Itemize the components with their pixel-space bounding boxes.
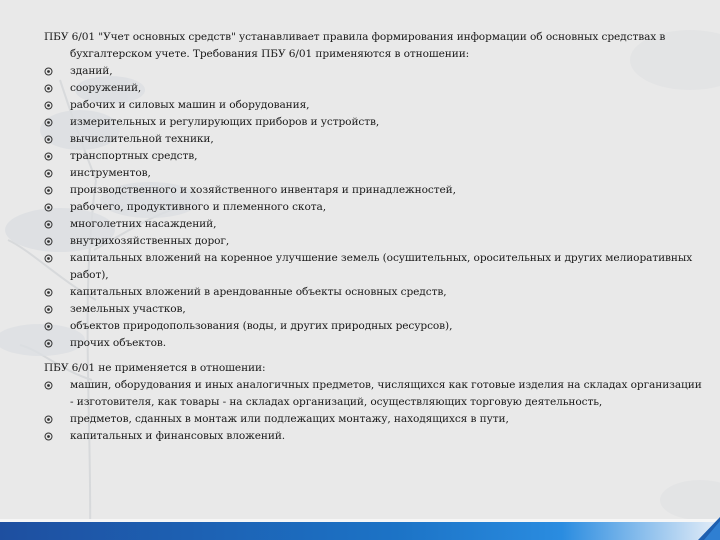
circle-outline-bullet-icon [44, 118, 53, 127]
circle-outline-bullet-icon [44, 67, 53, 76]
list-item [44, 233, 704, 250]
list-item [44, 182, 704, 199]
circle-outline-bullet-icon [44, 322, 53, 331]
list-item-text: капитальных вложений в арендованные объекты основных средств, [70, 286, 447, 298]
circle-outline-bullet-icon [44, 288, 53, 297]
list-item-text: внутрихозяйственных дорог, [70, 235, 230, 247]
circle-outline-bullet-icon [44, 305, 53, 314]
list-item-text: земельных участков, [70, 303, 186, 315]
circle-outline-bullet-icon [44, 203, 53, 212]
list-item [44, 63, 704, 80]
list-item [44, 318, 704, 335]
list-item-text: капитальных вложений на коренное улучшение земель (осушительных, оросительных и других мелиоративных работ), [70, 252, 693, 281]
list-item [44, 335, 704, 352]
section-gap [44, 352, 704, 360]
circle-outline-bullet-icon [44, 220, 53, 229]
list-item [44, 301, 704, 318]
list-item-text: рабочего, продуктивного и племенного скота, [70, 201, 326, 213]
list-item [44, 377, 704, 411]
circle-outline-bullet-icon [44, 135, 53, 144]
list-item-text: многолетних насаждений, [70, 218, 217, 230]
intro-paragraph: ПБУ 6/01 "Учет основных средств" устанавливает правила формирования информации об основных средствах в бухгалтерском учете. Требования ПБУ 6/01 применяются в отношении: [44, 31, 666, 60]
list-item-text: измерительных и регулирующих приборов и устройств, [70, 116, 380, 128]
list-item [44, 428, 704, 445]
list-item [44, 250, 704, 284]
list-item [44, 165, 704, 182]
circle-outline-bullet-icon [44, 152, 53, 161]
circle-outline-bullet-icon [44, 415, 53, 424]
list-item [44, 131, 704, 148]
list-item [44, 97, 704, 114]
circle-outline-bullet-icon [44, 381, 53, 390]
list-item [44, 80, 704, 97]
circle-outline-bullet-icon [44, 432, 53, 441]
not-applies-list [44, 377, 704, 445]
applies-list [44, 63, 704, 352]
list-item [44, 284, 704, 301]
list-item [44, 411, 704, 428]
circle-outline-bullet-icon [44, 169, 53, 178]
list-item-text: предметов, сданных в монтаж или подлежащих монтажу, находящихся в пути, [70, 413, 509, 425]
bottom-accent-bar [0, 522, 720, 540]
list-item-text: производственного и хозяйственного инвентаря и принадлежностей, [70, 184, 456, 196]
list-item-text: капитальных и финансовых вложений. [70, 430, 286, 442]
corner-arrow-icon [694, 517, 720, 540]
list-item-text: инструментов, [70, 167, 151, 179]
list-item [44, 216, 704, 233]
circle-outline-bullet-icon [44, 186, 53, 195]
circle-outline-bullet-icon [44, 237, 53, 246]
list-item-text: объектов природопользования (воды, и других природных ресурсов), [70, 320, 453, 332]
list-item-text: транспортных средств, [70, 150, 198, 162]
list-item-text: сооружений, [70, 82, 142, 94]
list-item [44, 148, 704, 165]
list-item-text: прочих объектов. [70, 337, 166, 349]
circle-outline-bullet-icon [44, 101, 53, 110]
not-applies-title: ПБУ 6/01 не применяется в отношении: [44, 362, 266, 374]
list-item [44, 114, 704, 131]
content-area [44, 29, 704, 445]
list-item-text: рабочих и силовых машин и оборудования, [70, 99, 310, 111]
circle-outline-bullet-icon [44, 254, 53, 263]
circle-outline-bullet-icon [44, 84, 53, 93]
list-item-text: машин, оборудования и иных аналогичных предметов, числящихся как готовые изделия на складах организации - изготовителя, как товары - на складах организаций, осуществляющих торговую деятельность, [70, 379, 702, 408]
list-item-text: зданий, [70, 65, 113, 77]
circle-outline-bullet-icon [44, 339, 53, 348]
list-item [44, 199, 704, 216]
list-item-text: вычислительной техники, [70, 133, 214, 145]
